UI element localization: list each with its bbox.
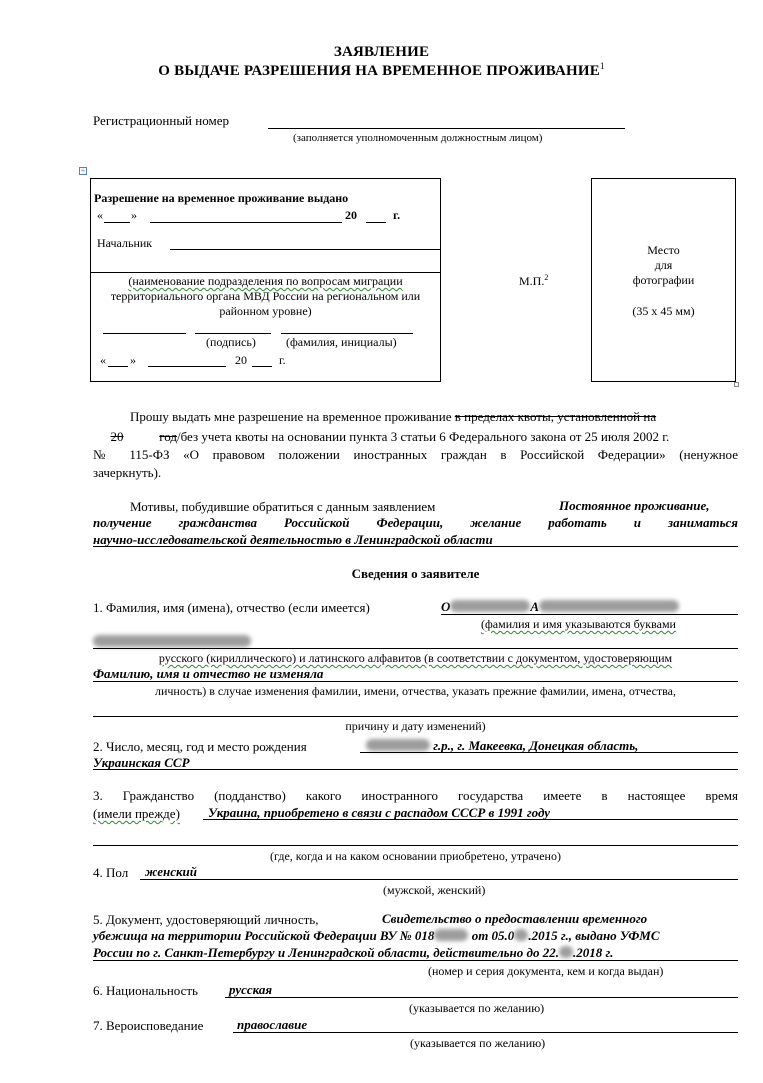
q5-value-2c: .2015 г., выдано УФМС xyxy=(528,928,660,943)
subdivision-hint-1 xyxy=(90,274,441,289)
redacted-valid-month xyxy=(559,946,573,958)
subdivision-hint-2: территориального органа МВД России на региональном или xyxy=(110,289,421,303)
q5-label: 5. Документ, удостоверяющий личность, xyxy=(93,912,319,927)
permit-year2-prefix: 20 xyxy=(235,353,247,367)
motives-label: Мотивы, побудившие обратиться с данным заявлением xyxy=(130,499,436,514)
document-subtitle xyxy=(0,61,763,80)
q1-value-start-2: А xyxy=(530,599,540,614)
q3-line-1 xyxy=(203,819,738,820)
permit-year-line[interactable] xyxy=(366,222,386,223)
permit-date-close: » xyxy=(131,208,137,222)
permit-date2-open: « xyxy=(100,353,106,367)
reg-number-label: Регистрационный номер xyxy=(93,113,229,128)
request-line-1a: Прошу выдать мне разрешение на временное проживание xyxy=(130,409,452,424)
q5-value-3b: .2018 г. xyxy=(572,945,614,960)
permit-title: Разрешение на временное проживание выдано xyxy=(94,191,349,205)
q2-value-2[interactable]: Украинская ССР xyxy=(93,755,190,770)
motives-value-2[interactable]: получение гражданства Российской Федерации, желание работать и заниматься xyxy=(93,515,738,530)
request-line-1 xyxy=(130,409,656,425)
redacted-birthdate xyxy=(366,739,430,751)
chief-line[interactable] xyxy=(170,249,440,250)
table-move-icon[interactable]: + xyxy=(80,166,86,175)
reg-number-line[interactable] xyxy=(268,128,625,129)
q3-label-2-text: (имели прежде) xyxy=(93,806,180,821)
permit-year2-suffix: г. xyxy=(279,353,286,367)
subdivision-line[interactable] xyxy=(90,272,441,273)
signature-hint: (подпись) xyxy=(206,335,256,349)
stamp-label xyxy=(519,273,548,289)
subdivision-hint-3: районном уровне) xyxy=(219,304,312,318)
q5-value-3a: России по г. Санкт-Петербургу и Ленинградской области, действительно до 22. xyxy=(93,945,559,960)
q5-line xyxy=(93,960,738,961)
q1-hint-2 xyxy=(93,651,738,666)
request-line-2c: /без учета квоты на основании пункта 3 статьи 6 Федерального закона от 25 июля 2002 г. xyxy=(177,429,670,444)
q1-value-start-1: О xyxy=(441,599,451,614)
motives-value-1[interactable]: Постоянное проживание, xyxy=(559,498,710,513)
q2-value-1-text: г.р., г. Макеевка, Донецкая область, xyxy=(433,738,639,753)
photo-label-3: фотографии xyxy=(632,273,695,287)
q4-hint: (мужской, женский) xyxy=(383,883,486,897)
sign-space-line[interactable] xyxy=(103,333,186,334)
q6-label: 6. Национальность xyxy=(93,983,198,998)
q1-line-3 xyxy=(93,681,738,682)
q6-value[interactable]: русская xyxy=(229,982,273,997)
q3-hint: (где, когда и на каком основании приобретено, утрачено) xyxy=(270,849,561,863)
q6-line xyxy=(225,997,738,998)
q7-value[interactable]: православие xyxy=(237,1017,308,1032)
permit-day2-line[interactable] xyxy=(108,366,128,367)
q1-line-1 xyxy=(441,614,738,615)
q1-line-4[interactable] xyxy=(93,716,738,717)
permit-month-line[interactable] xyxy=(150,222,342,223)
q1-value-2[interactable]: Фамилию, имя и отчество не изменяла xyxy=(93,666,324,681)
q4-value[interactable]: женский xyxy=(145,864,198,879)
chief-label: Начальник xyxy=(97,236,153,250)
q5-value-2a: убежища на территории Российской Федерации ВУ № 018 xyxy=(93,928,435,943)
motives-value-3[interactable]: научно-исследовательской деятельностью в Ленинградской области xyxy=(93,532,493,547)
request-line-2 xyxy=(93,429,669,445)
permit-year2-line[interactable] xyxy=(252,366,272,367)
q1-hint-3: личность) в случае изменения фамилии, имени, отчества, указать прежние фамилии, имена, отчества, xyxy=(154,684,677,698)
q3-label-2 xyxy=(93,806,180,822)
photo-label-2: для xyxy=(654,258,673,272)
redacted-name xyxy=(539,600,679,612)
q4-line xyxy=(140,879,738,880)
request-line-4: зачеркнуть). xyxy=(93,465,162,480)
request-line-3: № 115-ФЗ «О правовом положении иностранных граждан в Российской Федерации» (ненужное xyxy=(93,447,738,462)
request-quota-struck: в пределах квоты, установленной на xyxy=(454,409,657,424)
footnote-ref-1: 1 xyxy=(599,61,605,71)
q6-hint: (указывается по желанию) xyxy=(409,1001,545,1015)
q5-hint: (номер и серия документа, кем и когда выдан) xyxy=(428,964,664,978)
q3-line-2[interactable] xyxy=(93,845,738,846)
q1-value[interactable] xyxy=(441,599,679,615)
reg-number-hint: (заполняется уполномоченным должностным лицом) xyxy=(293,132,543,144)
permit-year-suffix: г. xyxy=(393,208,401,222)
permit-month2-line[interactable] xyxy=(148,366,226,367)
q5-value-2[interactable] xyxy=(93,928,660,944)
resize-handle-icon[interactable] xyxy=(734,382,739,387)
q2-line-2 xyxy=(93,769,738,770)
subdivision-hint-1-text: (наименование подразделения по вопросам миграции xyxy=(128,274,403,288)
q5-value-3[interactable] xyxy=(93,945,613,961)
photo-size: (35 х 45 мм) xyxy=(632,304,695,318)
request-year-struck: 20 xyxy=(110,429,124,444)
permit-year-prefix: 20 xyxy=(345,208,357,222)
name-initials-line[interactable] xyxy=(281,333,413,334)
name-initials-hint: (фамилия, инициалы) xyxy=(286,335,397,349)
photo-label-1: Место xyxy=(647,243,680,257)
q1-line-2 xyxy=(93,648,738,649)
q7-line xyxy=(233,1032,738,1033)
q1-hint-1-text: (фамилия и имя указываются буквами xyxy=(481,617,676,631)
q5-value-2b: от 05.0 xyxy=(471,928,515,943)
q5-value-1[interactable]: Свидетельство о предоставлении временного xyxy=(382,911,648,926)
redacted-surname xyxy=(450,600,530,612)
permit-day-line[interactable] xyxy=(104,222,130,223)
q1-hint-1 xyxy=(481,617,676,632)
q2-line-1 xyxy=(360,752,738,753)
document-title: ЗАЯВЛЕНИЕ xyxy=(333,44,430,60)
section-title: Сведения о заявителе xyxy=(351,566,480,581)
q3-label-1: 3. Гражданство (подданство) какого иностранного государства имеете в настоящее время xyxy=(93,788,738,803)
q1-label: 1. Фамилия, имя (имена), отчество (если имеется) xyxy=(93,600,370,615)
stamp-label-text: М.П. xyxy=(519,274,545,288)
q1-hint-2-text: русского (кириллического) и латинского алфавитов (в соответствии с документом, удостоверяющим xyxy=(158,651,673,665)
request-god-struck: год xyxy=(159,429,177,444)
permit-date2-close: » xyxy=(130,353,136,367)
document-subtitle-text: О ВЫДАЧЕ РАЗРЕШЕНИЯ НА ВРЕМЕННОЕ ПРОЖИВАНИЕ xyxy=(158,63,600,79)
q3-value[interactable]: Украина, приобретено в связи с распадом СССР в 1991 году xyxy=(208,805,551,820)
q7-hint: (указывается по желанию) xyxy=(410,1036,546,1050)
redacted-doc-month xyxy=(514,929,528,941)
q7-label: 7. Вероисповедание xyxy=(93,1018,204,1033)
q2-label: 2. Число, месяц, год и место рождения xyxy=(93,739,307,754)
q1-hint-4: причину и дату изменений) xyxy=(345,719,486,733)
motives-line xyxy=(93,546,738,547)
signature-line[interactable] xyxy=(195,333,271,334)
q4-label: 4. Пол xyxy=(93,865,129,880)
redacted-doc-number xyxy=(434,929,468,941)
permit-date-open: « xyxy=(97,208,103,222)
redacted-patronymic xyxy=(93,635,251,647)
footnote-ref-2: 2 xyxy=(544,273,549,282)
